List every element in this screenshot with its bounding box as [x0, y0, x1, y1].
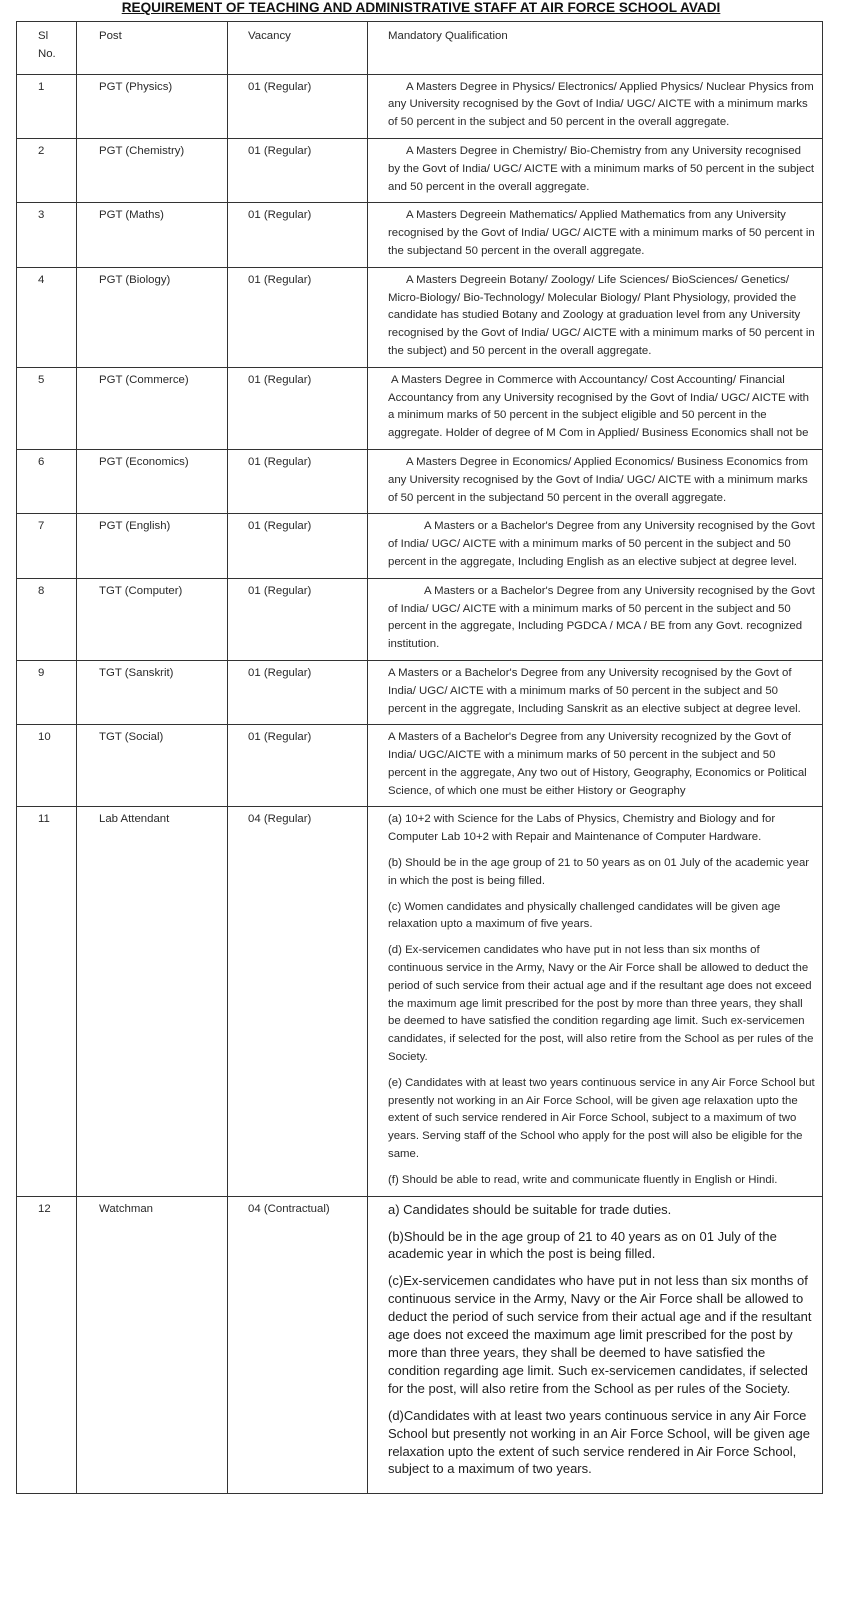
row-post: TGT (Computer) — [77, 578, 228, 660]
row-post: PGT (Economics) — [77, 449, 228, 513]
row-qualification: A Masters or a Bachelor's Degree from any University recognised by the Govt of India/ UGC/ AICTE with a minimum marks of 50 percent in the subject and 50 percent in the aggregate, Including English as an elective subject at degree level. — [368, 514, 823, 578]
row-qualification: A Masters Degreein Botany/ Zoology/ Life Sciences/ BioSciences/ Genetics/ Micro-Biology/ Bio-Technology/ Molecular Biology/ Plant Physiology, provided the candidate has studied Botany and Zoology at graduation level from any University recognised by the Govt of India/ UGC/ AICTE with a minimum marks of 50 percent in the subject) and 50 percent in the overall aggregate. — [368, 267, 823, 367]
row-qualification: A Masters of a Bachelor's Degree from any University recognized by the Govt of India/ UGC/AICTE with a minimum marks of 50 percent in the subject and 50 percent in the aggregate, Any two out of History, Geography, Economics or Political Science, of which one must be either History or Geography — [368, 725, 823, 807]
table-row — [17, 660, 823, 724]
row-post: PGT (Maths) — [77, 203, 228, 267]
qualification-clause-c: (c) Women candidates and physically challenged candidates will be given age relaxation upto a maximum of five years. — [388, 900, 781, 931]
qualification-clause-c: (c)Ex-servicemen candidates who have put in not less than six months of continuous service in the Army, Navy or the Air Force shall be allowed to deduct the period of such service from their actual age and if the resultant age does not exceed the maximum age limit prescribed for the post by more than three years, they shall be deemed to have satisfied the condition regarding age limit. Such ex-servicemen candidates, if selected for the post, will also retire from the School as per rules of the Society. — [388, 1273, 812, 1396]
qualification-clause-b: (b) Should be in the age group of 21 to 50 years as on 01 July of the academic year in which the post is being filled. — [388, 857, 810, 887]
row-vacancy: 04 (Contractual) — [228, 1196, 368, 1494]
row-vacancy: 01 (Regular) — [228, 74, 368, 138]
row-vacancy: 01 (Regular) — [228, 367, 368, 449]
table-row — [17, 267, 823, 367]
row-sl-no: 3 — [17, 203, 77, 267]
table-row — [17, 74, 823, 138]
row-post: TGT (Sanskrit) — [77, 660, 228, 724]
row-sl-no: 1 — [17, 74, 77, 138]
qualification-clause-a: a) Candidates should be suitable for trade duties. — [388, 1201, 672, 1217]
row-vacancy: 01 (Regular) — [228, 725, 368, 807]
row-sl-no: 10 — [17, 725, 77, 807]
row-vacancy: 04 (Regular) — [228, 807, 368, 1196]
row-qualification: A Masters Degree in Physics/ Electronics/ Applied Physics/ Nuclear Physics from any University recognised by the Govt of India/ UGC/ AICTE with a minimum marks of 50 percent in the subject and 50 percent in the overall aggregate. — [368, 74, 823, 138]
row-sl-no: 11 — [17, 807, 77, 1196]
table-row — [17, 1196, 823, 1494]
header-vacancy: Vacancy — [228, 22, 368, 75]
table-row — [17, 578, 823, 660]
row-sl-no: 9 — [17, 660, 77, 724]
qualification-clause-e: (e) Candidates with at least two years continuous service in any Air Force School but presently not working in an Air Force School, will be given age relaxation upto the extent of such service rendered in Air Force School, subject to a maximum of two years. Serving staff of the School who apply for the post will also be eligible for the same. — [388, 1076, 815, 1161]
row-post: TGT (Social) — [77, 725, 228, 807]
row-sl-no: 7 — [17, 514, 77, 578]
row-vacancy: 01 (Regular) — [228, 660, 368, 724]
qualification-clause-d: (d) Ex-servicemen candidates who have put in not less than six months of continuous service in the Army, Navy or the Air Force shall be allowed to deduct the period of such service from their actual age and if the resultant age does not exceed the maximum age limit prescribed for the post by more than three years, they shall be deemed to have satisfied the condition regarding age limit. Such ex-servicemen candidates, if selected for the post, will also retire from the School as per rules of the Society. — [388, 944, 814, 1064]
qualification-clause-a: (a) 10+2 with Science for the Labs of Physics, Chemistry and Biology and for Computer Lab 10+2 with Repair and Maintenance of Computer Hardware. — [388, 813, 776, 844]
row-qualification: A Masters Degreein Mathematics/ Applied Mathematics from any University recognised by the Govt of India/ UGC/ AICTE with a minimum marks of 50 percent in the subjectand 50 percent in the overall aggregate. — [368, 203, 823, 267]
row-qualification — [368, 1196, 823, 1494]
row-qualification — [368, 807, 823, 1196]
page-title: REQUIREMENT OF TEACHING AND ADMINISTRATIVE STAFF AT AIR FORCE SCHOOL AVADI — [121, 0, 721, 15]
row-vacancy: 01 (Regular) — [228, 138, 368, 202]
row-sl-no: 8 — [17, 578, 77, 660]
table-row — [17, 138, 823, 202]
row-post: PGT (Biology) — [77, 267, 228, 367]
header-qualification: Mandatory Qualification — [368, 22, 823, 75]
row-qualification: A Masters Degree in Chemistry/ Bio-Chemistry from any University recognised by the Govt of India/ UGC/ AICTE with a minimum marks of 50 percent in the subject and 50 percent in the overall aggregate. — [368, 138, 823, 202]
row-qualification: A Masters Degree in Economics/ Applied Economics/ Business Economics from any University recognised by the Govt of India/ UGC/ AICTE with a minimum marks of 50 percent in the subjectand 50 percent in the overall aggregate. — [368, 449, 823, 513]
row-post: PGT (Chemistry) — [77, 138, 228, 202]
row-post: Lab Attendant — [77, 807, 228, 1196]
table-row — [17, 514, 823, 578]
row-vacancy: 01 (Regular) — [228, 449, 368, 513]
row-qualification: A Masters or a Bachelor's Degree from any University recognised by the Govt of India/ UGC/ AICTE with a minimum marks of 50 percent in the subject and 50 percent in the aggregate, Including Sanskrit as an elective subject at degree level. — [368, 660, 823, 724]
row-vacancy: 01 (Regular) — [228, 514, 368, 578]
table-row — [17, 725, 823, 807]
qualification-clause-d: (d)Candidates with at least two years continuous service in any Air Force School but presently not working in an Air Force School, will be given age relaxation upto the extent of such service rendered in Air Force School, subject to a maximum of two years. — [388, 1407, 811, 1477]
table-row — [17, 449, 823, 513]
qualification-clause-f: (f) Should be able to read, write and communicate fluently in English or Hindi. — [388, 1173, 778, 1186]
table-row — [17, 203, 823, 267]
row-post: PGT (English) — [77, 514, 228, 578]
staff-requirement-table — [16, 21, 823, 1494]
qualification-clause-b: (b)Should be in the age group of 21 to 40 years as on 01 July of the academic year in which the post is being filled. — [388, 1228, 777, 1262]
table-header-row — [17, 22, 823, 75]
row-vacancy: 01 (Regular) — [228, 267, 368, 367]
table-row — [17, 367, 823, 449]
row-qualification: A Masters Degree in Commerce with Accountancy/ Cost Accounting/ Financial Accountancy from any University recognised by the Govt of India/ UGC/ AICTE with a minimum marks of 50 percent in the subject eligible and 50 percent in the aggregate. Holder of degree of M Com in Applied/ Business Economics shall not be — [368, 367, 823, 449]
header-sl-no: Sl No. — [17, 22, 77, 75]
row-sl-no: 4 — [17, 267, 77, 367]
row-post: PGT (Commerce) — [77, 367, 228, 449]
row-sl-no: 6 — [17, 449, 77, 513]
row-post: PGT (Physics) — [77, 74, 228, 138]
table-row — [17, 807, 823, 1196]
row-qualification: A Masters or a Bachelor's Degree from any University recognised by the Govt of India/ UGC/ AICTE with a minimum marks of 50 percent in the subject and 50 percent in the aggregate, Including PGDCA / MCA / BE from any Govt. recognized institution. — [368, 578, 823, 660]
row-vacancy: 01 (Regular) — [228, 578, 368, 660]
row-sl-no: 5 — [17, 367, 77, 449]
row-post: Watchman — [77, 1196, 228, 1494]
row-sl-no: 12 — [17, 1196, 77, 1494]
header-post: Post — [77, 22, 228, 75]
row-sl-no: 2 — [17, 138, 77, 202]
row-vacancy: 01 (Regular) — [228, 203, 368, 267]
